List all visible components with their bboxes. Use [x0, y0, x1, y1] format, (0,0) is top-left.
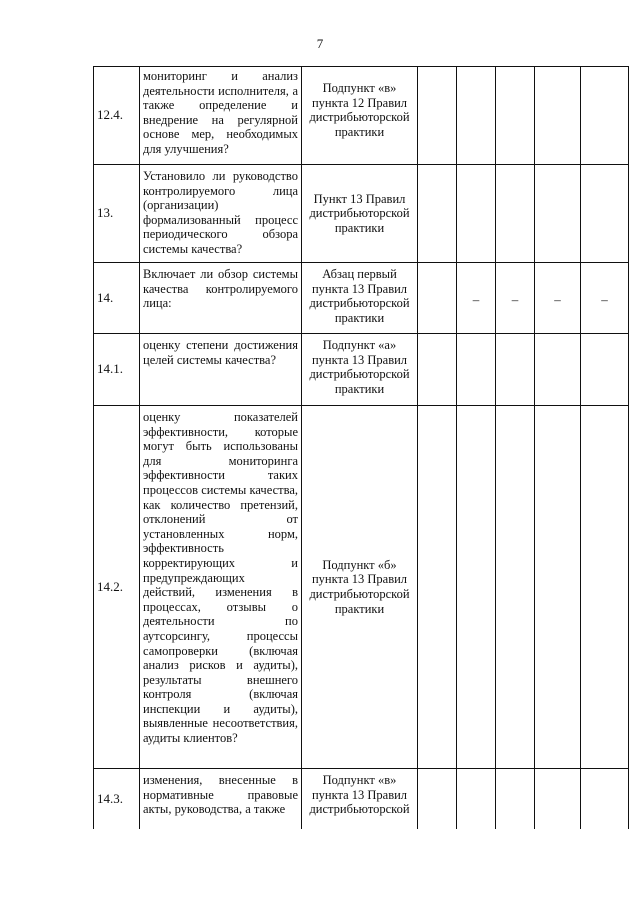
- question-text: Установило ли руководство контролируемого лица (организации) формализованный процесс периодического обзора системы качества?: [139, 164, 301, 262]
- question-text: изменения, внесенные в нормативные правовые акты, руководства, а также: [139, 768, 301, 829]
- checklist-table: [93, 66, 629, 829]
- answer-spacer-cell: [417, 333, 456, 405]
- comment-cell[interactable]: [580, 768, 629, 829]
- answer-spacer-cell: [417, 405, 456, 768]
- answer-no-cell[interactable]: [495, 768, 534, 829]
- reference-text: Подпункт «в» пункта 12 Правил дистрибьюторской практики: [301, 66, 417, 164]
- reference-text: Подпункт «в» пункта 13 Правил дистрибьюторской: [301, 768, 417, 829]
- row-number: 14.2.: [93, 405, 139, 768]
- reference-text: Подпункт «б» пункта 13 Правил дистрибьюторской практики: [301, 405, 417, 768]
- answer-na-cell[interactable]: [534, 768, 580, 829]
- answer-na-cell[interactable]: [534, 405, 580, 768]
- answer-no-cell[interactable]: [495, 333, 534, 405]
- answer-yes-cell[interactable]: [456, 333, 495, 405]
- reference-text: Пункт 13 Правил дистрибьюторской практики: [301, 164, 417, 262]
- answer-na-cell[interactable]: [534, 164, 580, 262]
- answer-na-cell[interactable]: [534, 333, 580, 405]
- comment-cell[interactable]: [580, 164, 629, 262]
- question-text: оценку показателей эффективности, которые могут быть использованы для мониторинга эффективности таких процессов системы качества, как количество претензий, отклонений от установленных норм, эффективность корректирующих и предупреждающих действий, изменения в процессах, отзывы о деятельности по аутсорсингу, процессы самопроверки (включая анализ рисков и аудиты), результаты внешнего контроля (включая инспекции и аудиты), выявленные несоответствия, аудиты клиентов?: [139, 405, 301, 768]
- answer-spacer-cell: [417, 66, 456, 164]
- answer-no-cell: –: [495, 262, 534, 333]
- answer-spacer-cell: [417, 768, 456, 829]
- reference-text: Подпункт «а» пункта 13 Правил дистрибьюторской практики: [301, 333, 417, 405]
- comment-cell[interactable]: [580, 405, 629, 768]
- question-text: Включает ли обзор системы качества контролируемого лица:: [139, 262, 301, 333]
- row-number: 14.: [93, 262, 139, 333]
- question-text: оценку степени достижения целей системы качества?: [139, 333, 301, 405]
- answer-spacer-cell: [417, 164, 456, 262]
- answer-no-cell[interactable]: [495, 66, 534, 164]
- answer-yes-cell[interactable]: [456, 405, 495, 768]
- row-number: 12.4.: [93, 66, 139, 164]
- answer-yes-cell[interactable]: [456, 66, 495, 164]
- answer-yes-cell[interactable]: [456, 164, 495, 262]
- answer-no-cell[interactable]: [495, 405, 534, 768]
- comment-cell: –: [580, 262, 629, 333]
- comment-cell[interactable]: [580, 333, 629, 405]
- answer-yes-cell: –: [456, 262, 495, 333]
- row-number: 14.1.: [93, 333, 139, 405]
- row-number: 14.3.: [93, 768, 139, 829]
- reference-text: Абзац первый пункта 13 Правил дистрибьюторской практики: [301, 262, 417, 333]
- answer-yes-cell[interactable]: [456, 768, 495, 829]
- answer-na-cell[interactable]: [534, 66, 580, 164]
- answer-spacer-cell: [417, 262, 456, 333]
- comment-cell[interactable]: [580, 66, 629, 164]
- page-number: 7: [316, 36, 324, 51]
- question-text: мониторинг и анализ деятельности исполнителя, а также определение и внедрение на регулярной основе мер, необходимых для улучшения?: [139, 66, 301, 164]
- answer-no-cell[interactable]: [495, 164, 534, 262]
- answer-na-cell: –: [534, 262, 580, 333]
- row-number: 13.: [93, 164, 139, 262]
